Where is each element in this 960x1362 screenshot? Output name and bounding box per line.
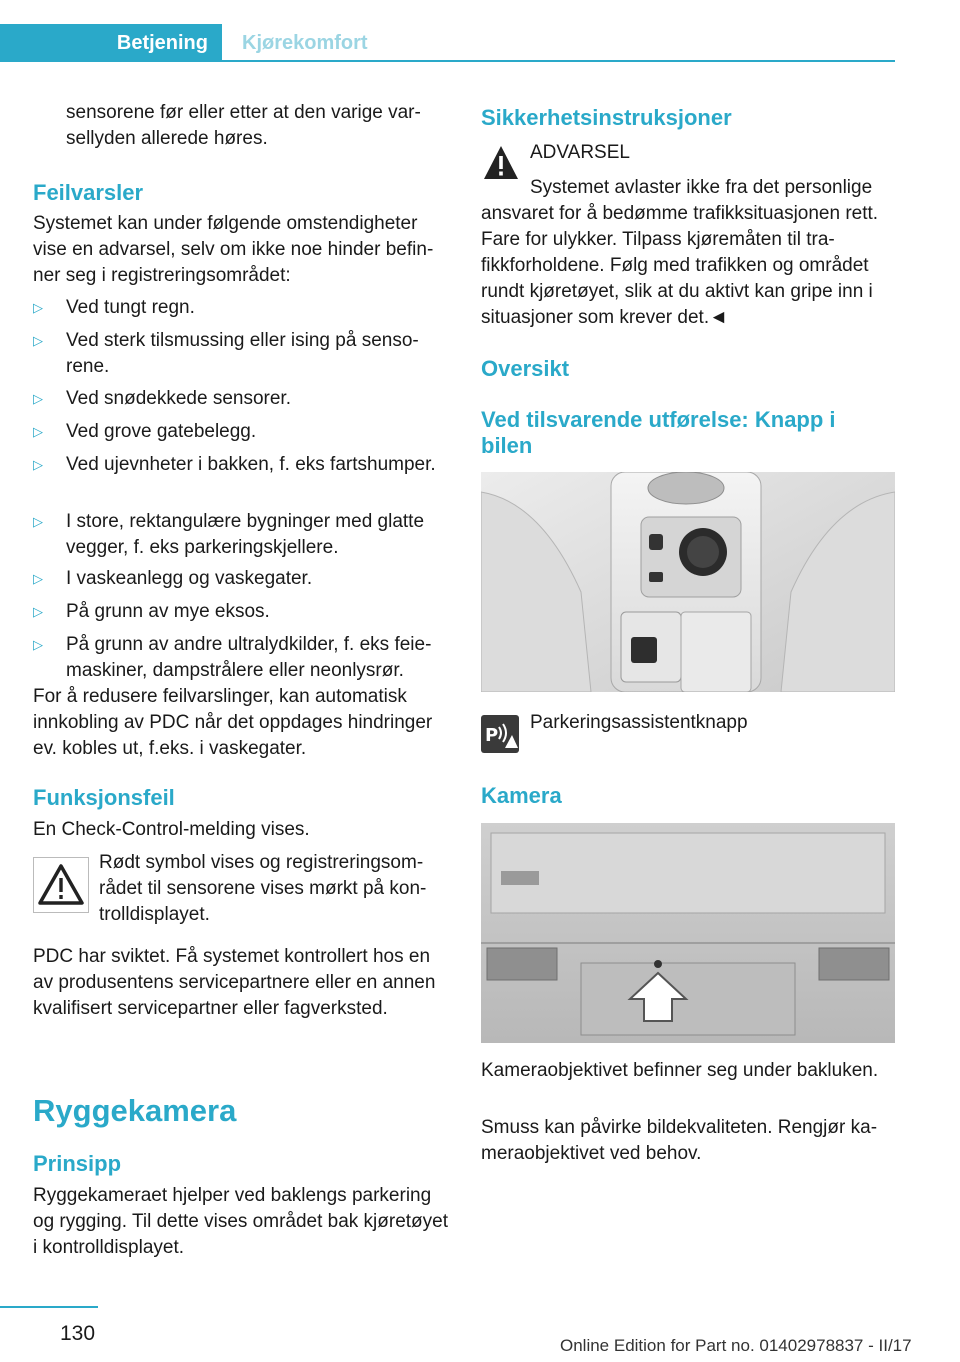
heading-prinsipp: Prinsipp <box>33 1151 122 1176</box>
bullet-triangle-icon: ▷ <box>33 604 43 619</box>
feilvarsler-closing: For å redusere feilvarslinger, kan automatisk innkobling av PDC når det oppdages hindringer ev. kobles ut, f.eks. i vaskegater. <box>33 686 433 759</box>
bullet-triangle-icon: ▷ <box>33 424 43 439</box>
page-header <box>0 24 895 62</box>
section-tab-betjening: Betjening <box>0 24 222 62</box>
feilvarsler-list: ▷ Ved tungt regn. ▷ Ved sterk tilsmussing eller ising på sensorene. ▷ Ved snødekkede sensorer. ▷ Ved grove gatebelegg. ▷ Ved ujevnheter i bakken, f. eks fartshumper. ▷ I store, rektangulære bygninger med glatte vegger, f. eks parkeringskjellere. ▷ I vaskeanlegg og vaskegater. ▷ På grunn av mye eksos. ▷ På grunn av andre ultralydkilder, f. eks feiemaskiner, dampstrålere eller neonlysrør. <box>33 297 436 681</box>
edition-text: Online Edition for Part no. 01402978837 - II/17 <box>560 1336 912 1355</box>
kamera-text-2: Smuss kan påvirke bildekvaliteten. Rengjør kameraobjektivet ved behov. <box>481 1117 878 1164</box>
kamera-text-1: Kameraobjektivet befinner seg under bakluken. <box>481 1060 879 1081</box>
heading-ryggekamera: Ryggekamera <box>33 1093 237 1128</box>
heading-sikkerhetsinstruksjoner: Sikkerhetsinstruksjoner <box>481 105 732 130</box>
heading-feilvarsler: Feilvarsler <box>33 180 144 205</box>
rear-camera-photo <box>481 823 895 1043</box>
funksjonsfeil-closing: PDC har sviktet. Få systemet kontrollert hos en av produsentens servicepartnere eller en annen kvalifisert servicepartner eller fagverksted. <box>33 946 436 1019</box>
warning-triangle-icon <box>33 857 89 913</box>
bullet-triangle-icon: ▷ <box>33 457 43 472</box>
heading-knapp-i-bilen: Ved tilsvarende utførelse: Knapp i bilen <box>481 407 836 458</box>
footer-divider <box>0 1306 98 1308</box>
park-assist-button-icon <box>481 715 519 753</box>
bullet-triangle-icon: ▷ <box>33 637 43 652</box>
section-tab-kjorekomfort: Kjørekomfort <box>242 31 368 54</box>
center-console-photo <box>481 472 895 692</box>
heading-kamera: Kamera <box>481 783 562 808</box>
button-caption: Parkeringsassistentknapp <box>530 712 748 733</box>
page-number: 130 <box>60 1322 96 1345</box>
intro-text: sensorene før eller etter at den varige varsellyden allerede høres. <box>66 102 421 149</box>
heading-funksjonsfeil: Funksjonsfeil <box>33 785 175 810</box>
bullet-triangle-icon: ▷ <box>33 571 43 586</box>
warning-label: ADVARSEL <box>530 142 630 163</box>
feilvarsler-text: Systemet kan under følgende omstendigheter vise en advarsel, selv om ikke noe hinder befinner seg i registreringsområdet: <box>33 213 434 286</box>
bullet-triangle-icon: ▷ <box>33 300 43 315</box>
bullet-triangle-icon: ▷ <box>33 333 43 348</box>
ryggekamera-text: Ryggekameraet hjelper ved baklengs parkering og rygging. Til dette vises området bak kjøretøyet i kontrolldisplayet. <box>33 1185 449 1258</box>
heading-oversikt: Oversikt <box>481 356 570 381</box>
svg-text:P: P <box>485 725 499 746</box>
warning-text: Systemet avlaster ikke fra det personlige ansvaret for å bedømme trafikksituasjonen rett. Fare for ulykker. Tilpass kjøremåten til trafikkforholdene. Følg med trafikken og området rundt kjøretøyet, slik at du aktivt kan gripe inn i situasjoner som krever det.◄ <box>481 177 879 328</box>
header-divider <box>222 60 895 62</box>
bullet-triangle-icon: ▷ <box>33 391 43 406</box>
funksjonsfeil-warning: Rødt symbol vises og registreringsområdet til sensorene vises mørkt på kontrolldisplayet. <box>99 852 427 925</box>
funksjonsfeil-text: En Check-Control-melding vises. <box>33 819 310 840</box>
bullet-triangle-icon: ▷ <box>33 514 43 529</box>
